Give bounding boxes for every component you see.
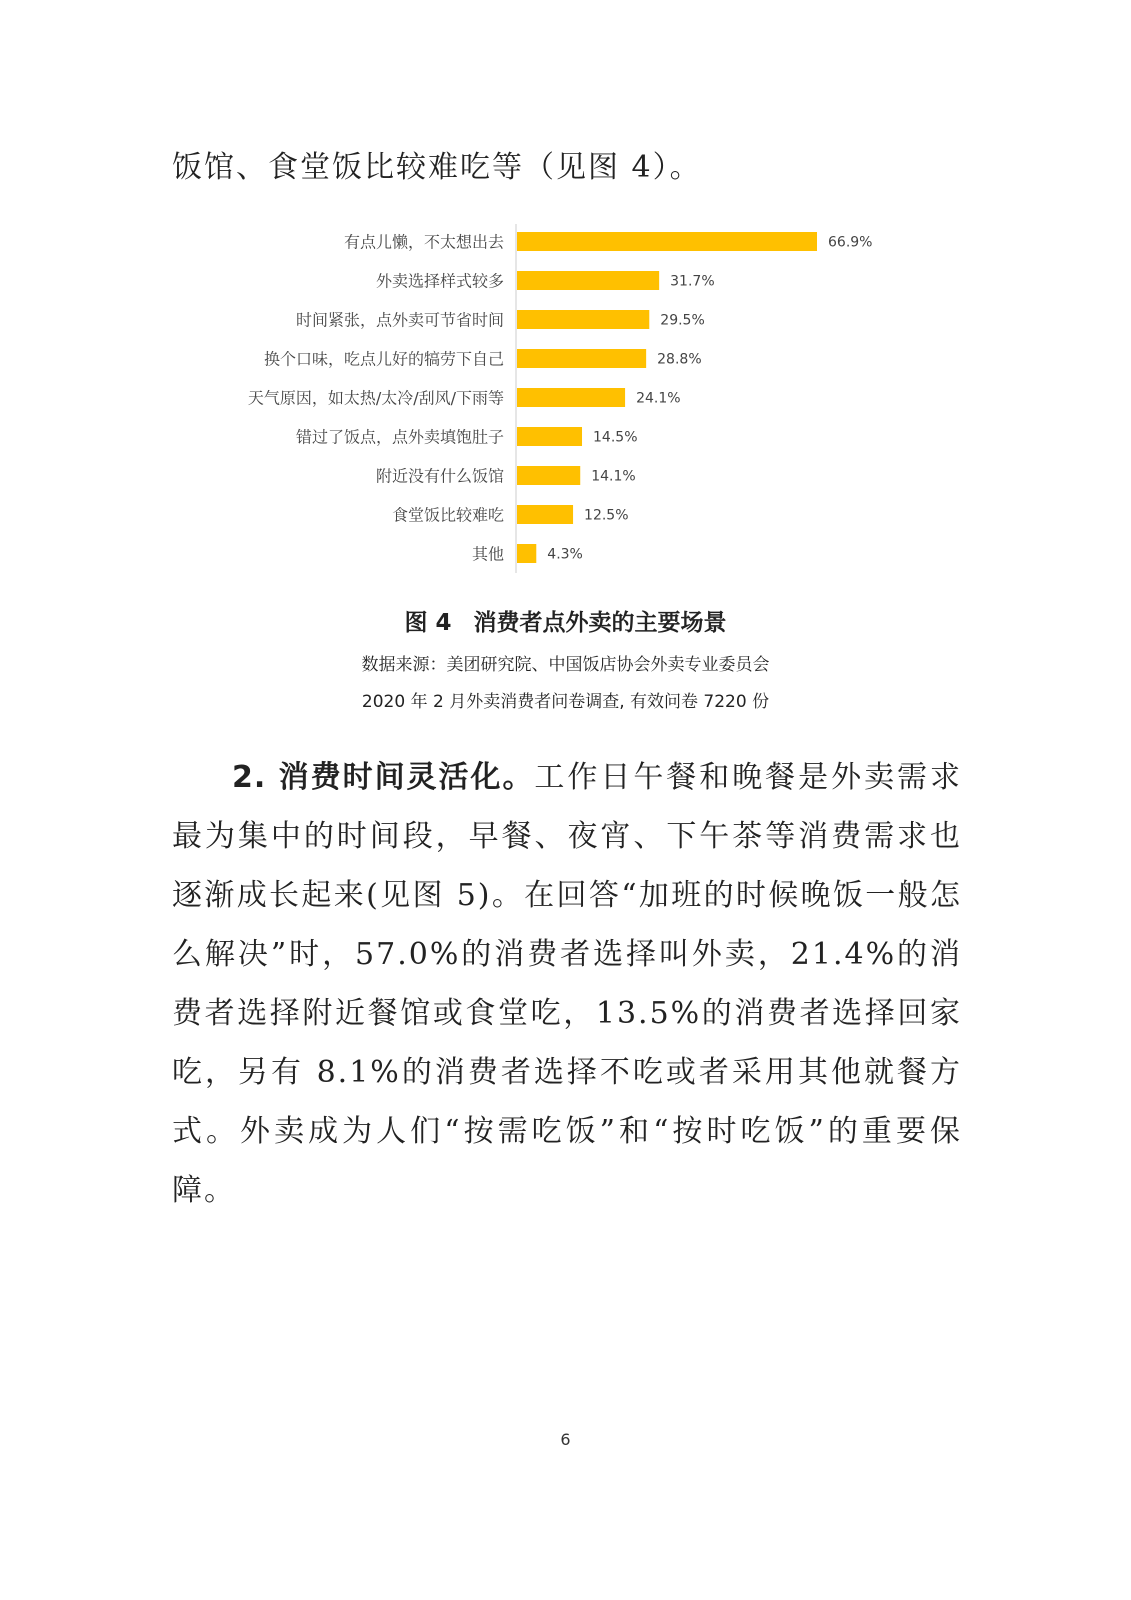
value-label: 66.9% bbox=[828, 234, 873, 251]
figure-number: 图 4 bbox=[404, 610, 452, 636]
value-label: 28.8% bbox=[657, 351, 702, 368]
figure-title-text: 消费者点外卖的主要场景 bbox=[473, 610, 727, 636]
bar bbox=[517, 310, 649, 329]
bar bbox=[517, 505, 573, 524]
category-label: 附近没有什么饭馆 bbox=[375, 466, 504, 486]
value-label: 31.7% bbox=[670, 273, 715, 290]
category-label: 错过了饭点，点外卖填饱肚子 bbox=[295, 427, 504, 447]
category-label: 其他 bbox=[471, 544, 504, 564]
value-label: 14.1% bbox=[591, 468, 636, 485]
value-label: 12.5% bbox=[584, 507, 629, 524]
value-label: 14.5% bbox=[593, 429, 638, 446]
category-label: 天气原因，如太热/太冷/刮风/下雨等 bbox=[247, 388, 504, 408]
value-label: 4.3% bbox=[547, 546, 583, 563]
body-text: 工作日午餐和晚餐是外卖需求最为集中的时间段，早餐、夜宵、下午茶等消费需求也逐渐成长起来(见图 5)。在回答“加班的时候晚饭一般怎么解决”时，57.0%的消费者选择叫外卖，21.4%的消费者选择附近餐馆或食堂吃，13.5%的消费者选择回家吃，另有 8.1%的消费者选择不吃或者采用其他就餐方式。外卖成为人们“按需吃饭”和“按时吃饭”的重要保障。 bbox=[172, 760, 963, 1208]
category-label: 时间紧张，点外卖可节省时间 bbox=[295, 310, 504, 330]
bar bbox=[517, 349, 646, 368]
bar bbox=[517, 466, 580, 485]
bar bbox=[517, 544, 536, 563]
category-label: 食堂饭比较难吃 bbox=[391, 505, 504, 525]
figure-source-line-1: 数据来源：美团研究院、中国饭店协会外卖专业委员会 bbox=[361, 655, 770, 675]
value-label: 29.5% bbox=[660, 312, 705, 329]
figure-title bbox=[0, 604, 1131, 637]
category-label: 外卖选择样式较多 bbox=[375, 271, 504, 291]
bar bbox=[517, 232, 817, 251]
scenario-bar-chart bbox=[0, 215, 1131, 595]
category-label: 有点儿懒，不太想出去 bbox=[343, 232, 504, 252]
value-label: 24.1% bbox=[636, 390, 681, 407]
figure-source-line-2: 2020 年 2 月外卖消费者问卷调查, 有效问卷 7220 份 bbox=[361, 692, 770, 712]
body-paragraph bbox=[172, 748, 962, 1220]
bar bbox=[517, 388, 625, 407]
category-label: 换个口味，吃点儿好的犒劳下自己 bbox=[263, 349, 504, 369]
bar bbox=[517, 271, 659, 290]
page-number: 6 bbox=[560, 1430, 571, 1449]
section-heading: 2. 消费时间灵活化。 bbox=[232, 760, 535, 795]
bar bbox=[517, 427, 582, 446]
intro-text-line: 饭馆、食堂饭比较难吃等（见图 4）。 bbox=[172, 150, 702, 185]
